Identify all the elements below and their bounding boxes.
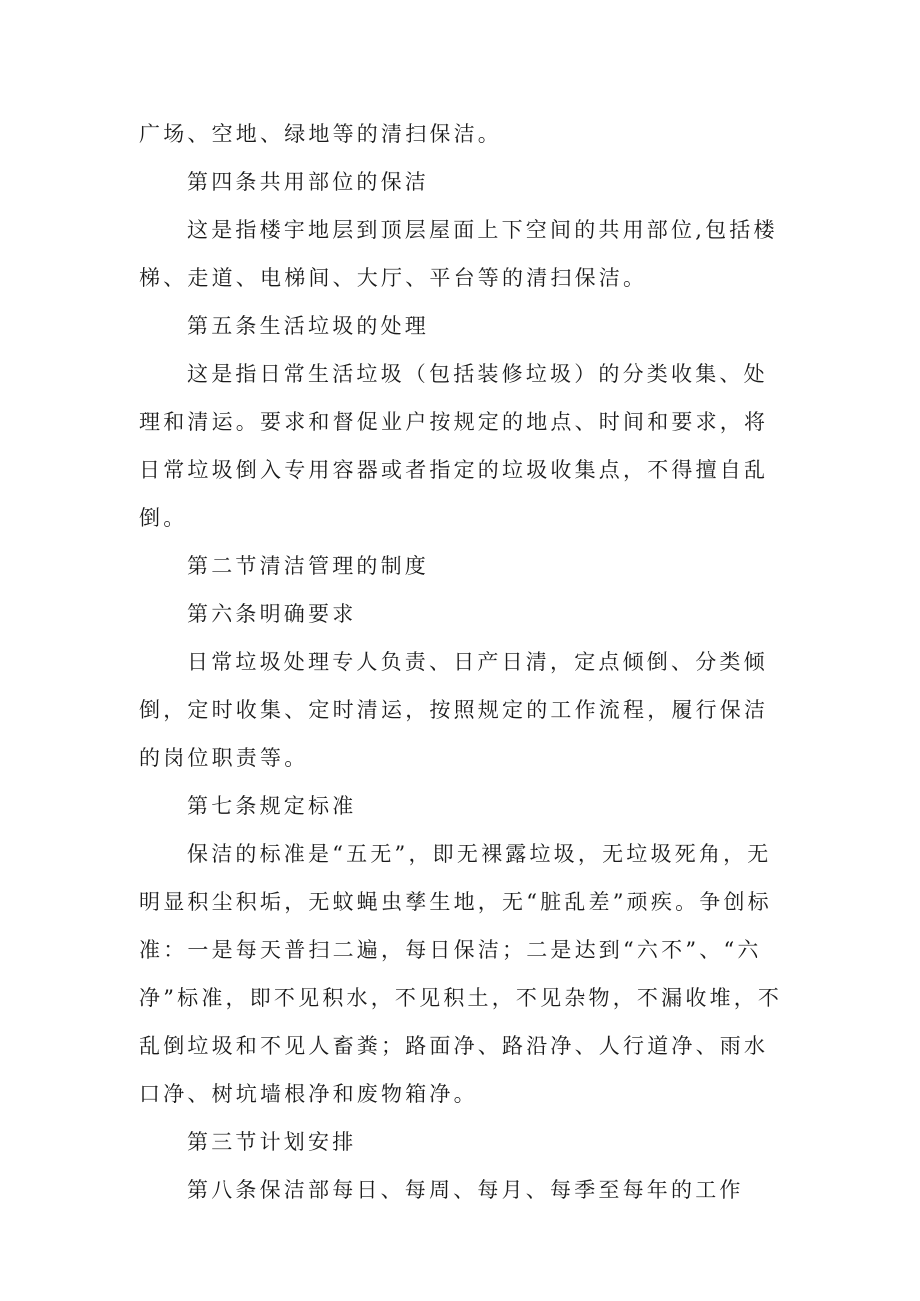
paragraph-continued: 广场、空地、绿地等的清扫保洁。 [139, 122, 502, 146]
section-heading-article-4: 第四条共用部位的保洁 [187, 170, 429, 194]
section-heading-article-8: 第八条保洁部每日、每周、每月、每季至每年的工作 [187, 1178, 744, 1202]
paragraph-article-4: 这是指楼宇地层到顶层屋面上下空间的共用部位,包括楼梯、走道、电梯间、大厅、平台等的清扫保洁。 [139, 218, 778, 290]
section-heading-part-3: 第三节计划安排 [187, 1130, 357, 1154]
section-heading-article-7: 第七条规定标准 [187, 794, 357, 818]
document-page [139, 110, 789, 1214]
paragraph-article-5: 这是指日常生活垃圾（包括装修垃圾）的分类收集、处理和清运。要求和督促业户按规定的地点、时间和要求，将日常垃圾倒入专用容器或者指定的垃圾收集点，不得擅自乱倒。 [139, 362, 769, 530]
paragraph-article-6: 日常垃圾处理专人负责、日产日清，定点倾倒、分类倾倒，定时收集、定时清运，按照规定的工作流程，履行保洁的岗位职责等。 [139, 650, 769, 770]
paragraph-article-7: 保洁的标准是“五无”，即无裸露垃圾，无垃圾死角，无明显积尘积垢，无蚊蝇虫孳生地，无“脏乱差”顽疾。争创标准：一是每天普扫二遍，每日保洁；二是达到“六不”、“六净”标准，即不见积水，不见积土，不见杂物，不漏收堆，不乱倒垃圾和不见人畜粪；路面净、路沿净、人行道净、雨水口净、树坑墙根净和废物箱净。 [139, 842, 783, 1106]
section-heading-article-6: 第六条明确要求 [187, 602, 357, 626]
section-heading-part-2: 第二节清洁管理的制度 [187, 554, 429, 578]
section-heading-article-5: 第五条生活垃圾的处理 [187, 314, 429, 338]
